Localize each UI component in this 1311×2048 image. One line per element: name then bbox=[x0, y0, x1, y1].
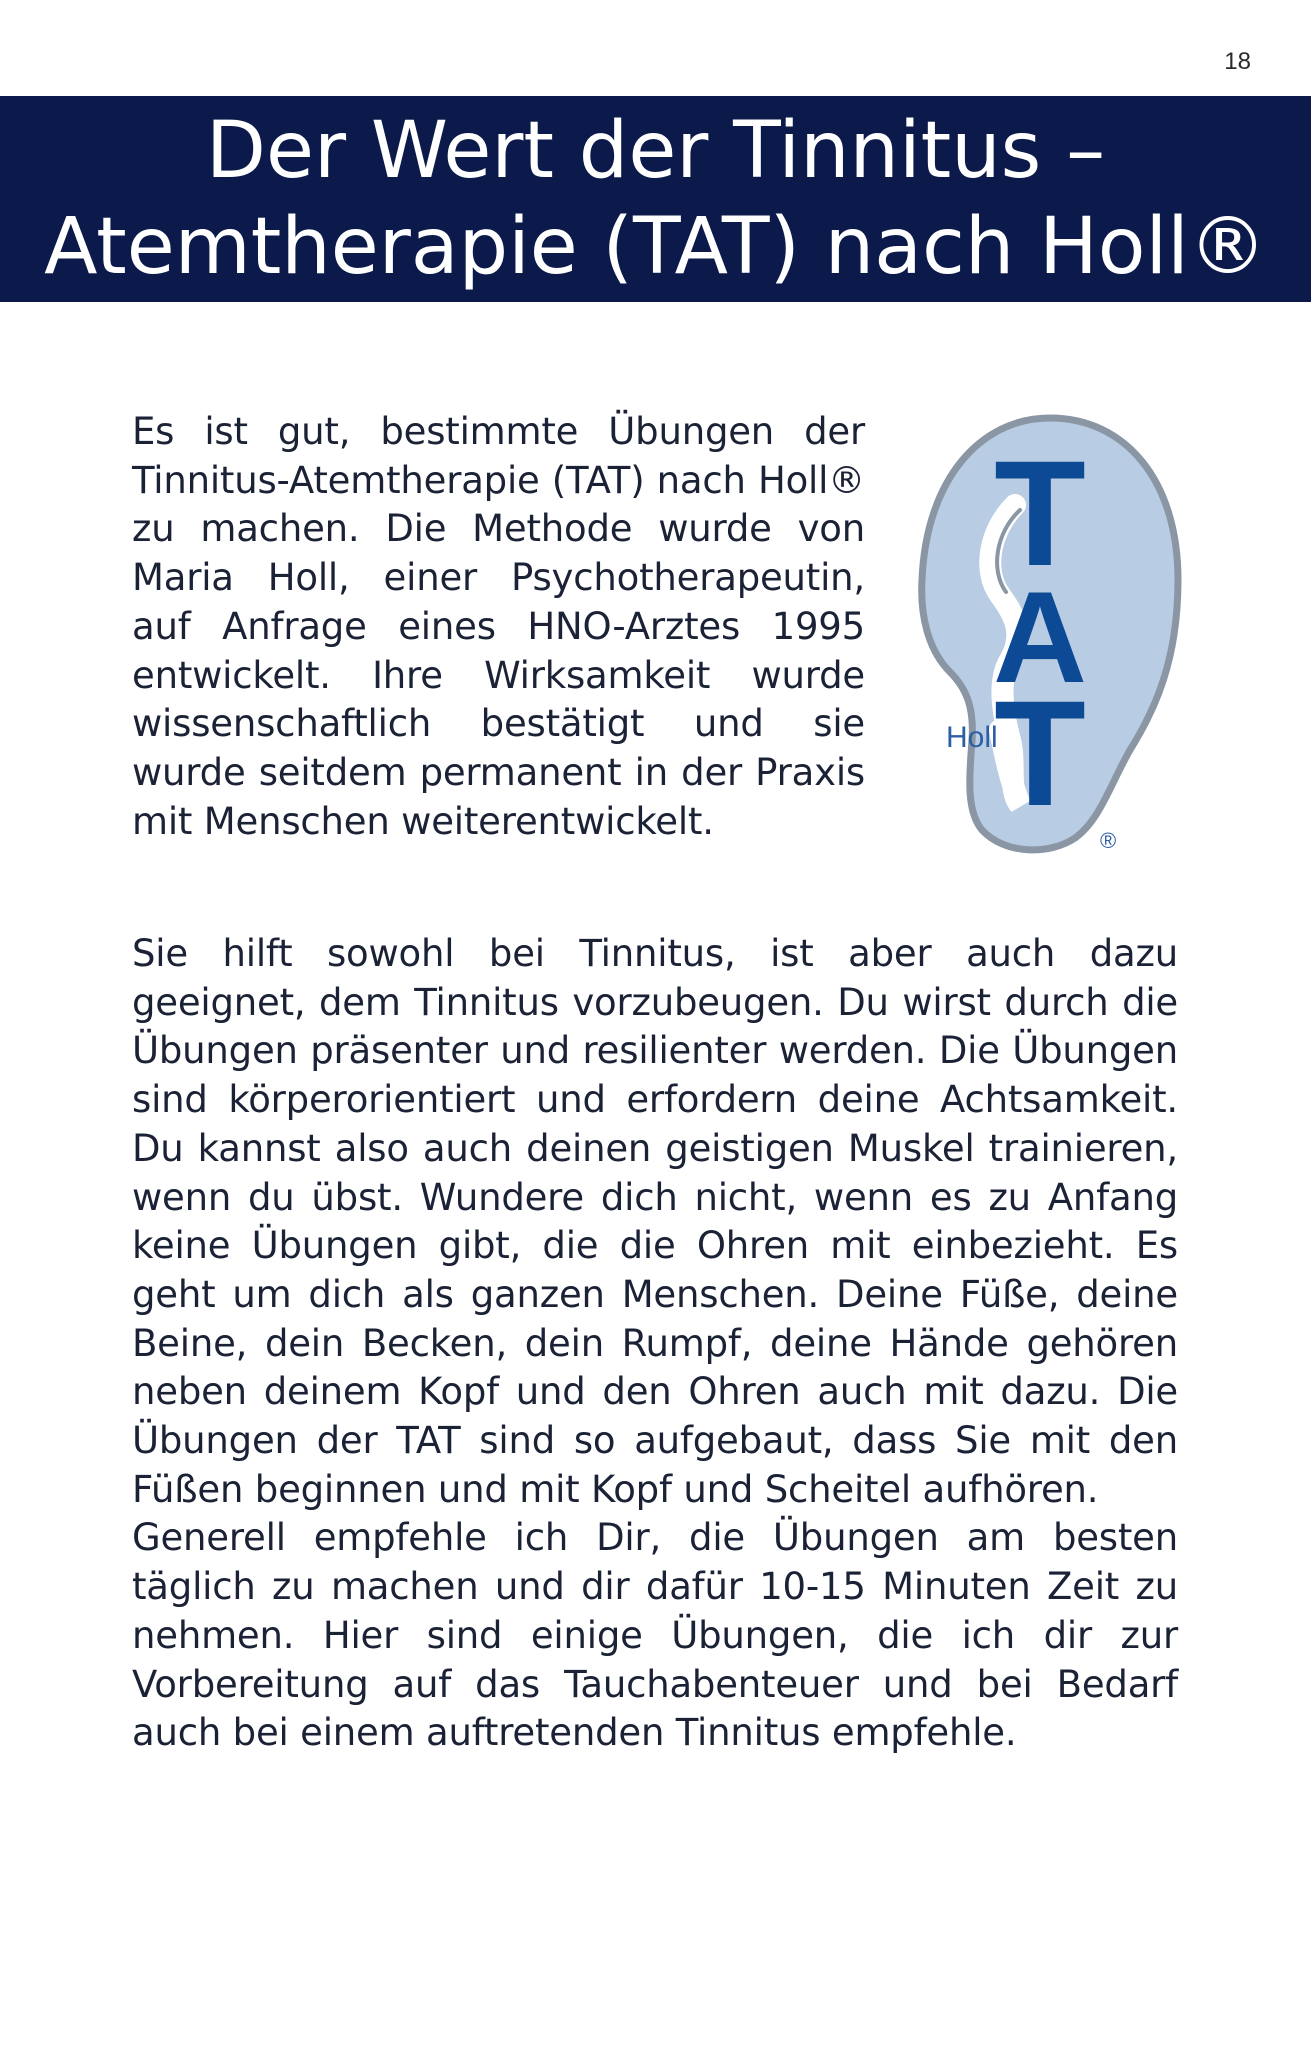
logo-letter-t-top: T bbox=[994, 429, 1086, 597]
body-paragraph-2: Sie hilft sowohl bei Tinnitus, ist aber auch dazu geeignet, dem Tinnitus vorzubeugen. Du wirst durch die Übungen präsenter und resilienter werden. Die Übungen sind körperorientiert und erfordern deine Achtsamkeit. Du kannst also auch deinen geistigen Muskel trainieren, wenn du übst. Wundere dich nicht, wenn es zu Anfang keine Übungen gibt, die die Ohren mit einbezieht. Es geht um dich als ganzen Menschen. Deine Füße, deine Beine, dein Becken, dein Rumpf, deine Hände gehören neben deinem Kopf und den Ohren auch mit dazu. Die Übungen der TAT sind so aufgebaut, dass Sie mit den Füßen beginnen und mit Kopf und Scheitel aufhören. bbox=[132, 932, 1178, 1511]
page-number: 18 bbox=[1224, 48, 1251, 75]
intro-paragraph: Es ist gut, bestimmte Übungen der Tinnitus-Atemtherapie (TAT) nach Holl® zu machen. Die Methode wurde von Maria Holl, einer Psychotherapeutin, auf Anfrage eines HNO-Arztes 1995 entwickelt. Ihre Wirksamkeit wurde wissenschaftlich bestätigt und sie wurde seitdem permanent in der Praxis mit Menschen weiterentwickelt. bbox=[132, 410, 865, 843]
body-paragraph-3: Generell empfehle ich Dir, die Übungen am besten täglich zu machen und dir dafür 10-15 Minuten Zeit zu nehmen. Hier sind einige Übungen, die ich dir zur Vorbereitung auf das Tauchabenteuer und bei Bedarf auch bei einem auftretenden Tinnitus empfehle. bbox=[132, 1516, 1178, 1755]
logo-holl-label: Holl bbox=[946, 721, 998, 754]
page-title-line-2: Atemtherapie (TAT) nach Holl® bbox=[44, 202, 1267, 292]
logo-letter-a: A bbox=[993, 564, 1087, 710]
logo-letter-t-bottom: T bbox=[994, 669, 1086, 837]
logo-registered-mark: ® bbox=[1100, 828, 1117, 853]
title-banner bbox=[0, 96, 1311, 302]
page-title-line-1: Der Wert der Tinnitus – bbox=[205, 106, 1106, 196]
main-text-block bbox=[132, 930, 1178, 1758]
tat-holl-logo bbox=[910, 410, 1190, 860]
